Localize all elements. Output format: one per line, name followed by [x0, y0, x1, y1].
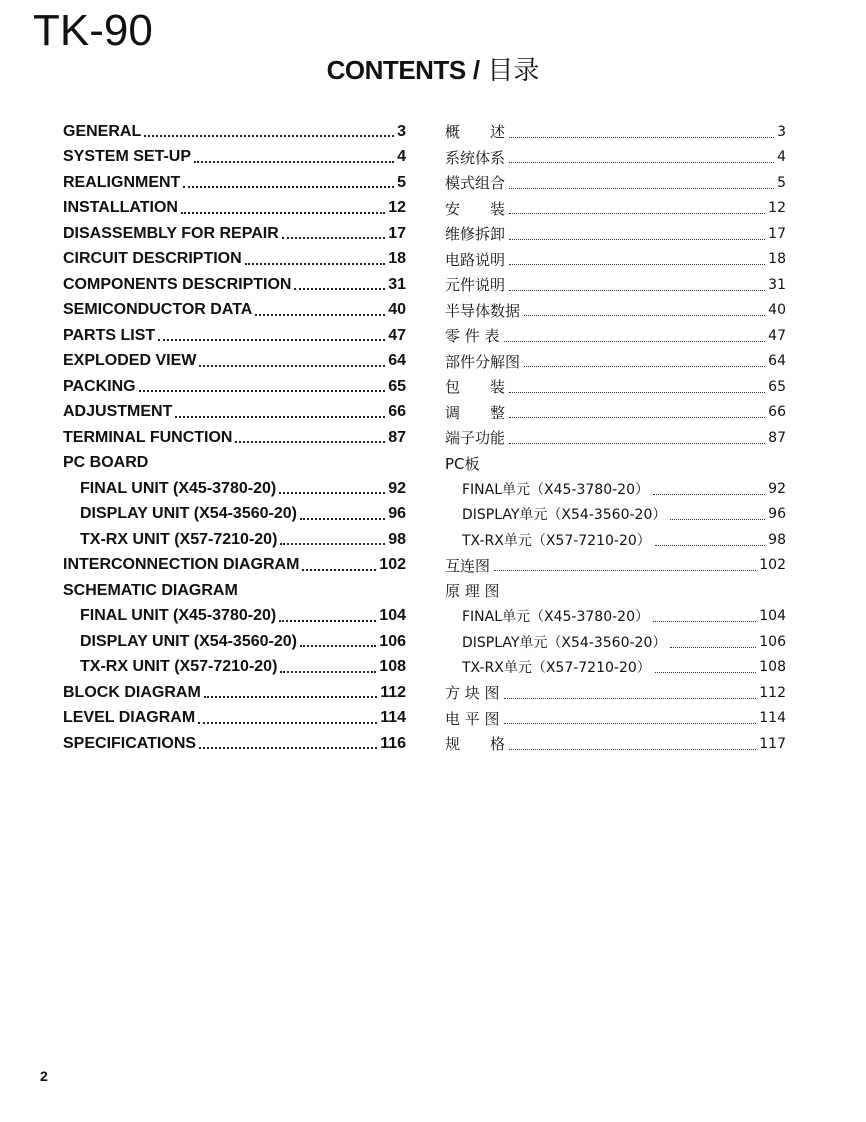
toc-en-entry — [63, 502, 406, 528]
toc-en-entry — [63, 451, 406, 477]
toc-zh-entry — [445, 119, 786, 145]
dot-leader — [670, 518, 765, 520]
toc-chinese-column — [445, 119, 786, 757]
toc-en-entry — [63, 323, 406, 349]
toc-en-entry-page: 102 — [379, 556, 406, 574]
toc-zh-entry — [445, 629, 786, 655]
toc-en-entry-page: 31 — [388, 275, 406, 293]
dot-leader — [139, 389, 386, 392]
toc-zh-entry — [445, 323, 786, 349]
toc-en-entry-label: SPECIFICATIONS — [63, 734, 197, 752]
toc-zh-entry — [445, 298, 786, 324]
title-english: CONTENTS — [326, 55, 466, 85]
dot-leader — [255, 313, 385, 316]
toc-zh-entry — [445, 247, 786, 273]
toc-en-entry-label: COMPONENTS DESCRIPTION — [63, 275, 292, 293]
toc-zh-entry-label: FINAL单元（X45-3780-20） — [462, 609, 649, 626]
toc-en-entry-page: 98 — [388, 530, 406, 548]
toc-en-entry — [63, 272, 406, 298]
toc-en-entry-label: TERMINAL FUNCTION — [63, 428, 233, 446]
toc-zh-entry-label: 原 理 图 — [445, 582, 500, 601]
toc-zh-entry-page: 102 — [759, 557, 786, 574]
toc-zh-entry — [445, 196, 786, 222]
dot-leader — [302, 568, 376, 571]
toc-en-entry — [63, 706, 406, 732]
toc-en-entry — [63, 604, 406, 630]
toc-en-entry-label: SYSTEM SET-UP — [63, 148, 192, 166]
toc-zh-entry-label: 电 平 图 — [445, 709, 500, 728]
toc-zh-entry-page: 65 — [768, 378, 786, 395]
toc-zh-entry-page: 117 — [759, 735, 786, 752]
toc-zh-entry-page: 31 — [768, 276, 786, 293]
toc-en-entry — [63, 247, 406, 273]
dot-leader — [279, 491, 385, 494]
toc-en-entry — [63, 629, 406, 655]
toc-en-entry — [63, 221, 406, 247]
toc-en-entry-label: BLOCK DIAGRAM — [63, 683, 201, 701]
toc-zh-entry — [445, 680, 786, 706]
toc-zh-entry — [445, 502, 786, 528]
toc-zh-entry — [445, 451, 786, 477]
toc-en-entry — [63, 553, 406, 579]
toc-zh-entry-page: 112 — [759, 684, 786, 701]
dot-leader — [509, 238, 765, 240]
toc-en-entry — [63, 655, 406, 681]
toc-zh-entry-page: 17 — [768, 225, 786, 242]
toc-zh-entry-label: 元件说明 — [445, 276, 506, 295]
toc-en-entry-page: 47 — [388, 326, 406, 344]
dot-leader — [300, 517, 385, 520]
dot-leader — [158, 338, 385, 341]
toc-zh-entry — [445, 706, 786, 732]
title-chinese: 目录 — [487, 56, 540, 86]
toc-zh-entry-label: PC板 — [445, 454, 480, 473]
toc-en-entry — [63, 119, 406, 145]
toc-en-entry-label: LEVEL DIAGRAM — [63, 709, 196, 727]
dot-leader — [183, 185, 394, 188]
toc-en-entry-page: 114 — [380, 709, 406, 727]
dot-leader — [509, 391, 765, 393]
toc-en-entry-label: DISPLAY UNIT (X54-3560-20) — [80, 632, 297, 650]
toc-en-entry-page: 65 — [388, 377, 406, 395]
toc-en-entry — [63, 680, 406, 706]
toc-en-entry-page: 17 — [388, 224, 406, 242]
toc-zh-entry-label: FINAL单元（X45-3780-20） — [462, 481, 649, 498]
toc-zh-entry — [445, 604, 786, 630]
toc-zh-entry-page: 114 — [759, 710, 786, 727]
dot-leader — [198, 721, 377, 724]
toc-en-entry-label: DISASSEMBLY FOR REPAIR — [63, 224, 279, 242]
model-name: TK-90 — [33, 6, 153, 55]
toc-en-entry — [63, 170, 406, 196]
toc-zh-entry-page: 96 — [768, 506, 786, 523]
toc-zh-entry-label: 部件分解图 — [445, 352, 521, 371]
toc-en-entry-label: PARTS LIST — [63, 326, 156, 344]
dot-leader — [245, 262, 386, 265]
toc-en-entry-page: 96 — [388, 505, 406, 523]
toc-en-entry — [63, 196, 406, 222]
toc-en-entry-page: 92 — [388, 479, 406, 497]
dot-leader — [199, 364, 385, 367]
toc-zh-entry-page: 40 — [768, 302, 786, 319]
toc-zh-entry-label: 模式组合 — [445, 174, 506, 193]
toc-en-entry-label: SEMICONDUCTOR DATA — [63, 301, 253, 319]
toc-zh-entry-page: 5 — [777, 174, 786, 191]
dot-leader — [524, 365, 765, 367]
toc-en-entry-page: 12 — [388, 199, 406, 217]
dot-leader — [194, 160, 394, 163]
dot-leader — [655, 671, 756, 673]
toc-en-entry-label: FINAL UNIT (X45-3780-20) — [80, 607, 277, 625]
toc-en-entry-page: 5 — [397, 173, 406, 191]
toc-zh-entry-page: 47 — [768, 327, 786, 344]
page-number: 2 — [40, 1068, 48, 1084]
toc-zh-entry-page: 4 — [777, 149, 786, 166]
dot-leader — [235, 440, 385, 443]
toc-zh-entry-page: 98 — [768, 531, 786, 548]
toc-zh-entry-label: DISPLAY单元（X54-3560-20） — [462, 634, 667, 651]
toc-zh-entry-label: TX-RX单元（X57-7210-20） — [462, 660, 651, 677]
toc-english-column — [63, 119, 406, 757]
toc-zh-entry — [445, 527, 786, 553]
toc-zh-entry — [445, 221, 786, 247]
dot-leader — [175, 415, 385, 418]
toc-en-entry-label: DISPLAY UNIT (X54-3560-20) — [80, 505, 297, 523]
toc-zh-entry-page: 108 — [759, 659, 786, 676]
toc-zh-entry — [445, 272, 786, 298]
dot-leader — [509, 136, 774, 138]
toc-zh-entry-page: 92 — [768, 480, 786, 497]
toc-zh-entry-page: 12 — [768, 200, 786, 217]
dot-leader — [655, 544, 765, 546]
toc-en-entry-label: TX-RX UNIT (X57-7210-20) — [80, 658, 278, 676]
toc-en-entry — [63, 731, 406, 757]
toc-en-entry-page: 40 — [388, 301, 406, 319]
toc-zh-entry-label: 调 整 — [445, 403, 506, 422]
dot-leader — [300, 644, 376, 647]
toc-en-entry — [63, 476, 406, 502]
toc-zh-entry-label: 规 格 — [445, 735, 506, 754]
toc-zh-entry — [445, 170, 786, 196]
toc-en-entry-label: FINAL UNIT (X45-3780-20) — [80, 479, 277, 497]
toc-en-entry-page: 112 — [380, 683, 406, 701]
toc-zh-entry-label: 方 块 图 — [445, 684, 500, 703]
toc-zh-entry-label: 安 装 — [445, 199, 506, 218]
dot-leader — [509, 289, 765, 291]
toc-zh-entry — [445, 553, 786, 579]
toc-en-entry-label: PC BOARD — [63, 454, 149, 472]
toc-en-entry — [63, 425, 406, 451]
toc-en-entry-label: INSTALLATION — [63, 199, 178, 217]
dot-leader — [282, 236, 385, 239]
toc-zh-entry-label: 半导体数据 — [445, 301, 521, 320]
toc-zh-entry-label: 概 述 — [445, 123, 506, 142]
dot-leader — [280, 542, 385, 545]
toc-zh-entry-page: 64 — [768, 353, 786, 370]
toc-en-entry-label: TX-RX UNIT (X57-7210-20) — [80, 530, 278, 548]
toc-zh-entry-label: TX-RX单元（X57-7210-20） — [462, 532, 651, 549]
toc-en-entry-label: CIRCUIT DESCRIPTION — [63, 250, 242, 268]
toc-en-entry-label: PACKING — [63, 377, 136, 395]
dot-leader — [509, 212, 765, 214]
dot-leader — [144, 134, 394, 137]
toc-zh-entry-page: 3 — [777, 123, 786, 140]
toc-en-entry — [63, 145, 406, 171]
dot-leader — [204, 695, 377, 698]
toc-en-entry-label: EXPLODED VIEW — [63, 352, 197, 370]
toc-en-entry-page: 108 — [379, 658, 406, 676]
page-title — [0, 52, 866, 89]
toc-zh-entry — [445, 476, 786, 502]
toc-en-entry-label: INTERCONNECTION DIAGRAM — [63, 556, 300, 574]
dot-leader — [504, 722, 757, 724]
toc-en-entry — [63, 374, 406, 400]
toc-zh-entry — [445, 655, 786, 681]
dot-leader — [509, 442, 765, 444]
toc-zh-entry-label: 维修拆卸 — [445, 225, 506, 244]
dot-leader — [509, 187, 774, 189]
toc-zh-entry-label: 包 装 — [445, 378, 506, 397]
title-separator: / — [465, 55, 488, 85]
dot-leader — [199, 746, 377, 749]
toc-zh-entry — [445, 349, 786, 375]
toc-zh-entry-page: 106 — [759, 633, 786, 650]
dot-leader — [279, 619, 376, 622]
toc-zh-entry-label: 系统体系 — [445, 148, 506, 167]
toc-zh-entry-label: 互连图 — [445, 556, 491, 575]
toc-en-entry — [63, 400, 406, 426]
toc-zh-entry-label: 端子功能 — [445, 429, 506, 448]
toc-en-entry-label: SCHEMATIC DIAGRAM — [63, 581, 238, 599]
toc-zh-entry-page: 66 — [768, 404, 786, 421]
toc-zh-entry-label: 零 件 表 — [445, 327, 500, 346]
toc-en-entry-label: REALIGNMENT — [63, 173, 181, 191]
toc-zh-entry — [445, 425, 786, 451]
toc-en-entry-page: 104 — [379, 607, 406, 625]
dot-leader — [504, 340, 766, 342]
toc-en-entry-page: 3 — [397, 122, 406, 140]
toc-en-entry-page: 87 — [388, 428, 406, 446]
toc-zh-entry-page: 87 — [768, 429, 786, 446]
toc-en-entry-page: 4 — [397, 148, 406, 166]
dot-leader — [509, 161, 774, 163]
toc-zh-entry-label: 电路说明 — [445, 250, 506, 269]
toc-en-entry-page: 106 — [379, 632, 406, 650]
toc-en-entry — [63, 578, 406, 604]
toc-en-entry — [63, 298, 406, 324]
dot-leader — [494, 569, 756, 571]
toc-en-entry — [63, 349, 406, 375]
dot-leader — [509, 416, 765, 418]
toc-zh-entry-page: 18 — [768, 251, 786, 268]
dot-leader — [524, 314, 765, 316]
toc-zh-entry — [445, 731, 786, 757]
toc-zh-entry — [445, 578, 786, 604]
dot-leader — [653, 620, 756, 622]
toc-zh-entry-label: DISPLAY单元（X54-3560-20） — [462, 507, 667, 524]
toc-en-entry-page: 64 — [388, 352, 406, 370]
dot-leader — [504, 697, 757, 699]
toc-zh-entry — [445, 400, 786, 426]
toc-en-entry — [63, 527, 406, 553]
toc-en-entry-page: 116 — [380, 734, 406, 752]
toc-zh-entry — [445, 145, 786, 171]
toc-en-entry-page: 66 — [388, 403, 406, 421]
toc-en-entry-page: 18 — [388, 250, 406, 268]
dot-leader — [509, 263, 765, 265]
dot-leader — [670, 646, 756, 648]
toc-en-entry-label: ADJUSTMENT — [63, 403, 173, 421]
toc-zh-entry — [445, 374, 786, 400]
dot-leader — [294, 287, 385, 290]
dot-leader — [509, 748, 756, 750]
dot-leader — [280, 670, 376, 673]
dot-leader — [181, 211, 385, 214]
toc-en-entry-label: GENERAL — [63, 122, 142, 140]
dot-leader — [653, 493, 765, 495]
toc-zh-entry-page: 104 — [759, 608, 786, 625]
